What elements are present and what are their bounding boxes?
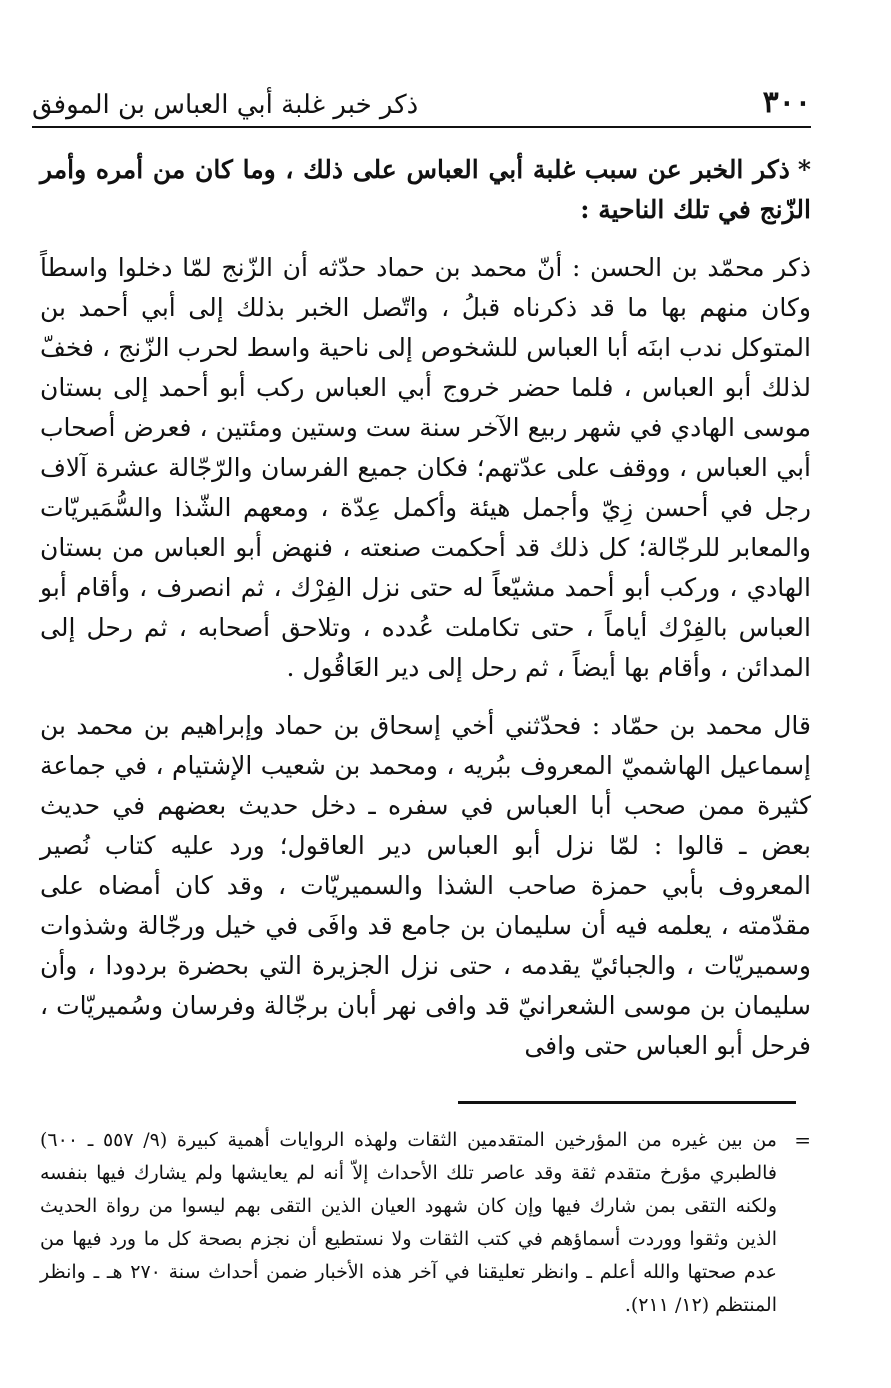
section-heading	[40, 150, 811, 230]
paragraph-1: ذكر محمّد بن الحسن : أنّ محمد بن حماد حدّثه أن الزّنج لمّا دخلوا واسطاً وكان منهم بها ما قد ذكرناه قبلُ ، واتّصل الخبر بذلك إلى أبي أحمد بن المتوكل ندب ابنَه أبا العباس للشخوص إلى ناحية واسط لحرب الزّنج ، فخفّ لذلك أبو العباس ، فلما حضر خروج أبي العباس ركب أبو أحمد إلى بستان موسى الهادي في شهر ربيع الآخر سنة ست وستين ومئتين ، فعرض أصحاب أبي العباس ، ووقف على عدّتهم؛ فكان جميع الفرسان والرّجّالة عشرة آلاف رجل في أحسن زِيّ وأجمل هيئة وأكمل عِدّة ، ومعهم الشّذا والسُّمَيريّات والمعابر للرجّالة؛ كل ذلك قد أحكمت صنعته ، فنهض أبو العباس من بستان الهادي ، وركب أبو أحمد مشيّعاً له حتى نزل الفِرْك ، ثم انصرف ، وأقام أبو العباس بالفِرْك أياماً ، حتى تكاملت عُدده ، وتلاحق أصحابه ، ثم رحل إلى المدائن ، وأقام بها أيضاً ، ثم رحل إلى دير العَاقُول .	[40, 253, 811, 682]
page-header	[32, 82, 811, 128]
star-marker: *	[797, 155, 811, 184]
main-text	[40, 150, 811, 1084]
running-title: ذكر خبر غلبة أبي العباس بن الموفق	[32, 90, 419, 120]
footnote-text: من بين غيره من المؤرخين المتقدمين الثقات ولهذه الروايات أهمية كبيرة (٩/ ٥٥٧ ـ ٦٠٠) فالطبري مؤرخ متقدم ثقة وقد عاصر تلك الأحداث إلاّ أنه لم يعايشها ولم يشارك فيها بنفسه ولكنه التقى بمن شارك فيها وإن كان شهود العيان الذين التقى بهم ليسوا من رواة الحديث الذين وثقوا ووردت أسماؤهم في كتب الثقات ولا نستطيع أن نجزم بصحة كل ما ورد فيها من عدم صحتها والله أعلم ـ وانظر تعليقنا في آخر هذه الأخبار ضمن أحداث سنة ٢٧٠ هـ ـ وانظر المنتظم (١٢/ ٢١١).	[40, 1129, 777, 1316]
section-heading-text: ذكر الخبر عن سبب غلبة أبي العباس على ذلك ، وما كان من أمره وأمر الزّنج في تلك الناحية :	[40, 155, 811, 224]
paragraph-2: قال محمد بن حمّاد : فحدّثني أخي إسحاق بن حماد وإبراهيم بن محمد بن إسماعيل الهاشميّ المعروف ببُريه ، ومحمد بن شعيب الإشتيام ، في جماعة كثيرة ممن صحب أبا العباس في سفره ـ دخل حديث بعضهم في حديث بعض ـ قالوا : لمّا نزل أبو العباس دير العاقول؛ ورد عليه كتاب نُصير المعروف بأبي حمزة صاحب الشذا والسميريّات ، وقد كان أمضاه على مقدّمته ، يعلمه فيه أن سليمان بن جامع قد وافَى في خيل ورجّالة وشذوات وسميريّات ، والجبائيّ يقدمه ، حتى نزل الجزيرة التي بحضرة بردودا ، وأن سليمان بن موسى الشعرانيّ قد وافى نهر أبان برجّالة وفرسان وسُميريّات ، فرحل أبو العباس حتى وافى	[40, 711, 811, 1060]
footnote-divider	[458, 1101, 796, 1104]
footnote-continuation-mark: =	[794, 1128, 811, 1152]
page-number: ٣٠٠	[762, 85, 811, 120]
footnote	[40, 1124, 811, 1322]
